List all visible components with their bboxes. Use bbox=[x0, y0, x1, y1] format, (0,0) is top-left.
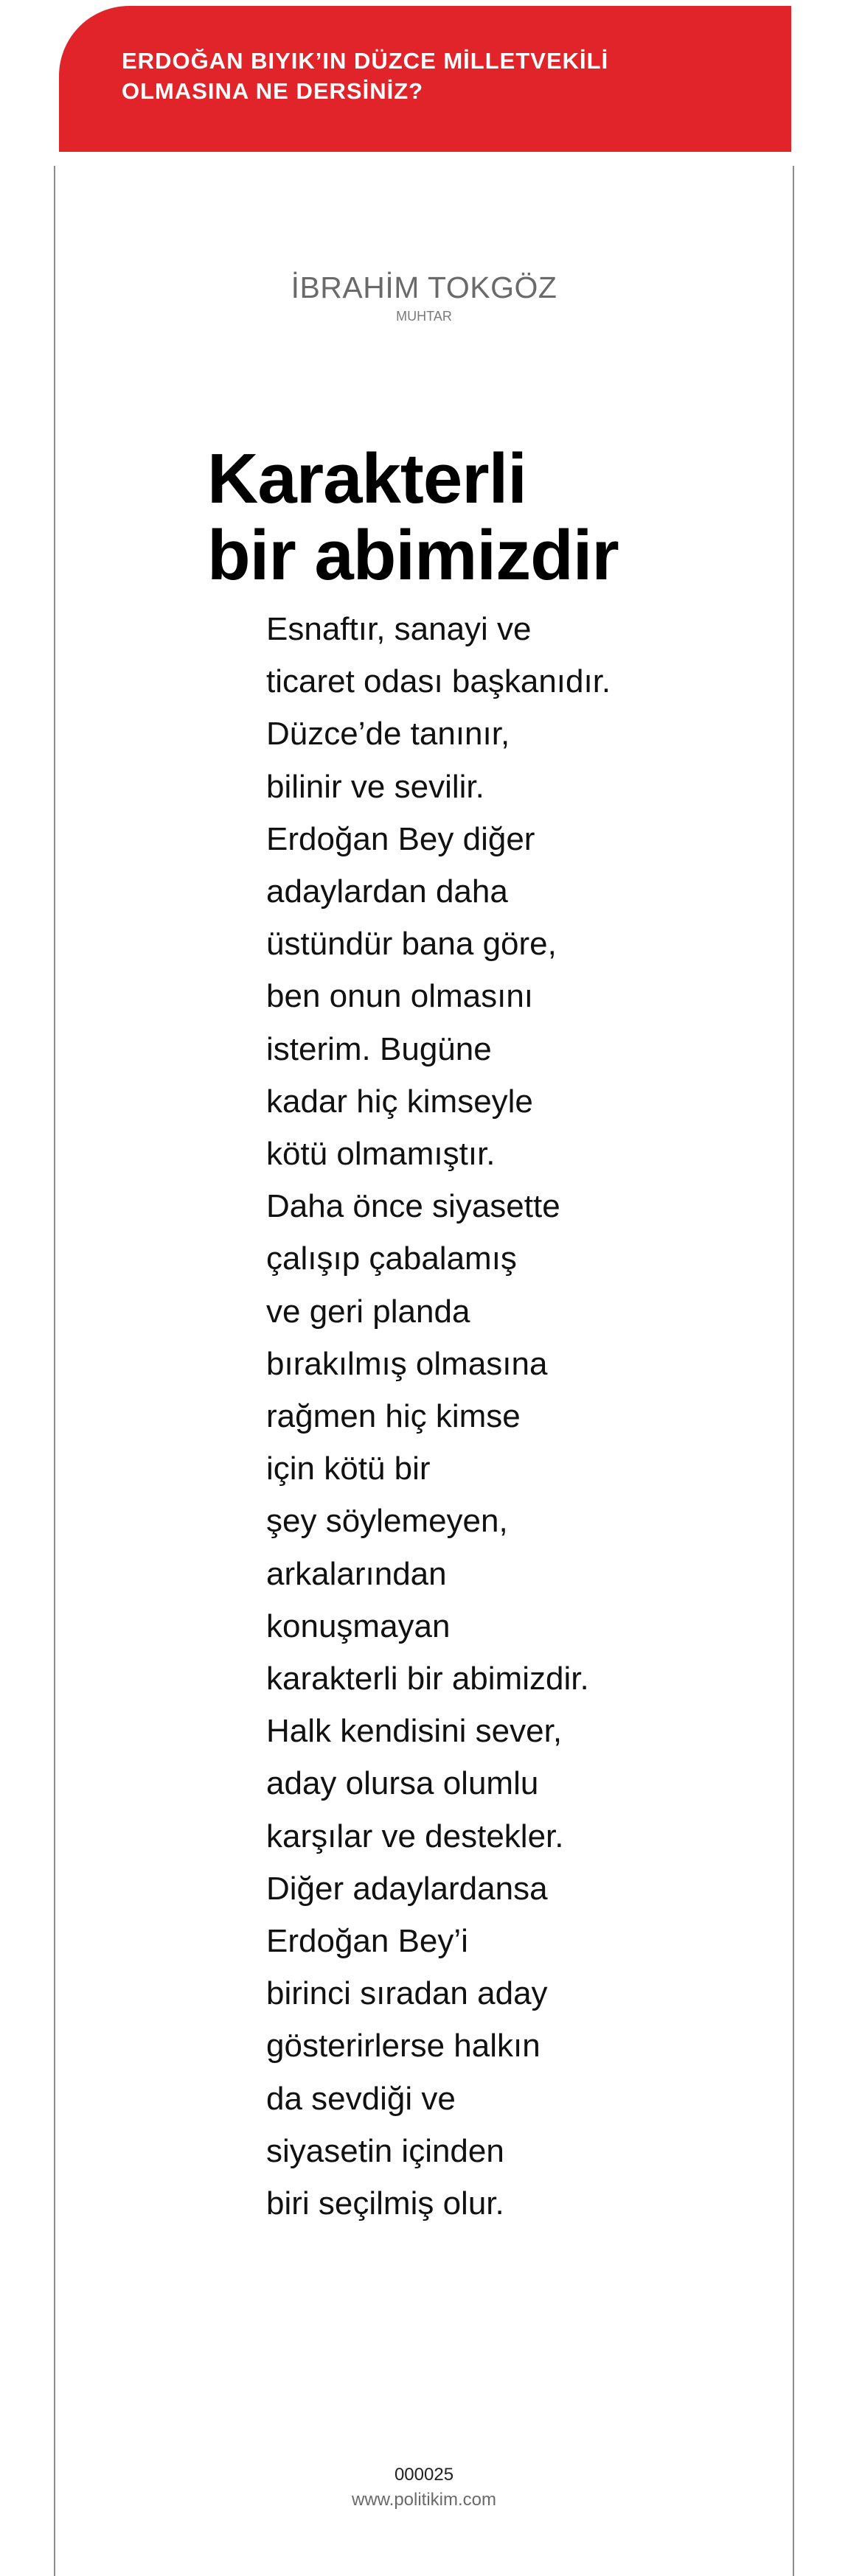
answer-line: karakterli bir abimizdir. bbox=[266, 1661, 589, 1697]
answer-line: isterim. Bugüne bbox=[266, 1030, 492, 1067]
answer-line: konuşmayan bbox=[266, 1608, 451, 1644]
answer-line: ticaret odası başkanıdır. bbox=[266, 663, 611, 700]
answer-line: Diğer adaylardansa bbox=[266, 1870, 548, 1907]
answer-line: Erdoğan Bey diğer bbox=[266, 820, 535, 857]
answer-body bbox=[266, 603, 723, 2230]
answer-line: kadar hiç kimseyle bbox=[266, 1083, 533, 1120]
answer-line: Erdoğan Bey’i bbox=[266, 1923, 468, 1960]
answer-line: arkalarından bbox=[266, 1555, 447, 1592]
answer-line: kötü olmamıştır. bbox=[266, 1136, 496, 1173]
quote-headline: Karakterli bir abimizdir bbox=[207, 439, 619, 595]
question-banner bbox=[59, 6, 791, 152]
respondent-name: İBRAHİM TOKGÖZ bbox=[291, 270, 557, 304]
question-title: ERDOĞAN BIYIK’IN DÜZCE MİLLETVEKİLİ OLMASINA NE DERSİNİZ? bbox=[122, 48, 609, 104]
answer-line: biri seçilmiş olur. bbox=[266, 2185, 504, 2222]
answer-line: bilinir ve sevilir. bbox=[266, 768, 484, 805]
answer-line: Halk kendisini sever, bbox=[266, 1713, 563, 1750]
answer-line: ben onun olmasını bbox=[266, 978, 534, 1015]
answer-line: gösterirlerse halkın bbox=[266, 2028, 541, 2064]
answer-line: için kötü bir bbox=[266, 1451, 431, 1487]
answer-line: karşılar ve destekler. bbox=[266, 1818, 564, 1854]
answer-line: Düzce’de tanınır, bbox=[266, 716, 510, 753]
answer-line: ve geri planda bbox=[266, 1293, 470, 1330]
answer-line: Esnaftır, sanayi ve bbox=[266, 611, 532, 647]
answer-line: aday olursa olumlu bbox=[266, 1765, 539, 1802]
answer-line: çalışıp çabalamış bbox=[266, 1240, 517, 1277]
page-number: 000025 bbox=[394, 2465, 454, 2485]
answer-line: adaylardan daha bbox=[266, 873, 508, 910]
answer-line: rağmen hiç kimse bbox=[266, 1398, 521, 1435]
interview-card bbox=[54, 166, 794, 2576]
answer-line: bırakılmış olmasına bbox=[266, 1345, 548, 1382]
answer-line: Daha önce siyasette bbox=[266, 1188, 560, 1225]
answer-line: da sevdiği ve bbox=[266, 2080, 456, 2117]
answer-line: siyasetin içinden bbox=[266, 2132, 504, 2169]
answer-line: üstündür bana göre, bbox=[266, 926, 557, 963]
website-url: www.politikim.com bbox=[351, 2490, 497, 2510]
respondent-role: MUHTAR bbox=[396, 309, 452, 324]
answer-line: birinci sıradan aday bbox=[266, 1975, 548, 2012]
answer-line: şey söylemeyen, bbox=[266, 1503, 508, 1540]
